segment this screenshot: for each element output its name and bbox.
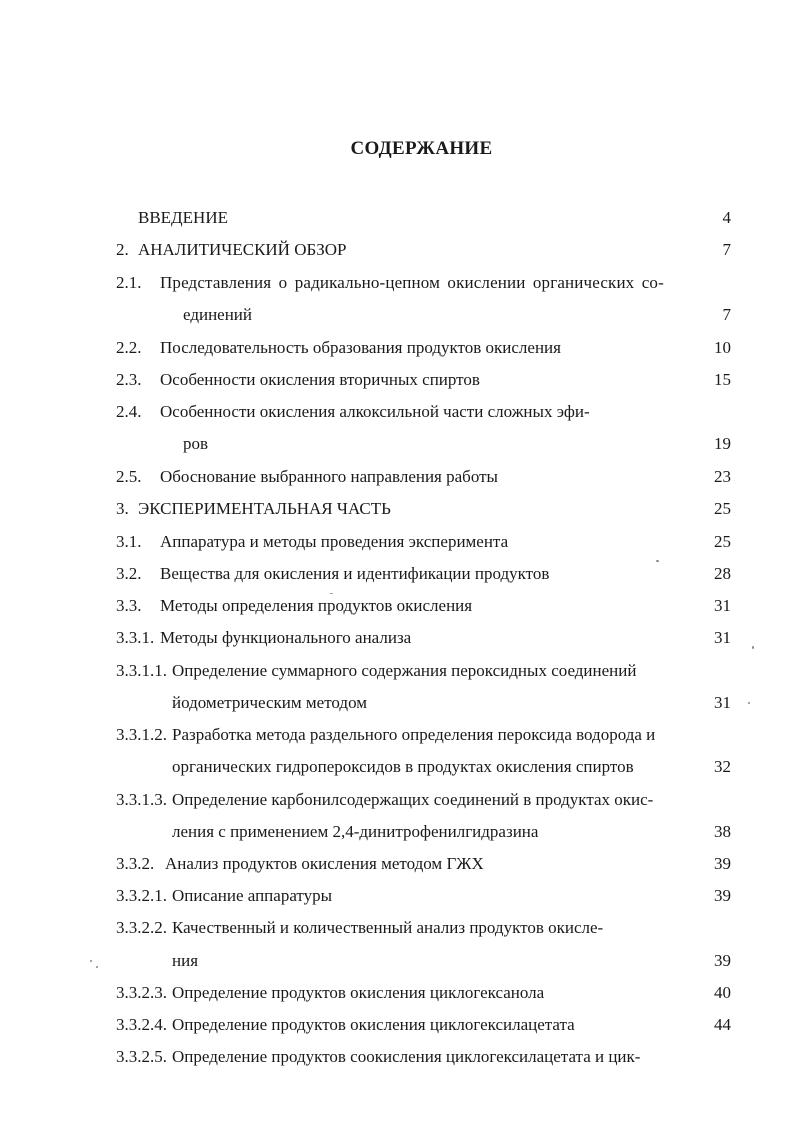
toc-page-number: 15 <box>714 370 731 389</box>
toc-page-number: 31 <box>714 693 731 712</box>
toc-entry-text: Определение продуктов окисления циклогексанола <box>172 983 545 1002</box>
toc-entry-number: 3.3.2.1. <box>116 886 167 905</box>
toc-page-number: 40 <box>714 983 731 1002</box>
toc-entry-text: Последовательность образования продуктов окисления <box>160 338 561 357</box>
scan-speck <box>752 646 754 649</box>
toc-entry-number: 3.3.1.1. <box>116 661 167 680</box>
toc-entry-text: Качественный и количественный анализ продуктов окисле- <box>172 918 604 937</box>
toc-entry-text-continued: йодометрическим методом <box>172 693 368 712</box>
scan-speck <box>90 960 92 962</box>
toc-entry-text-continued: ров <box>183 434 209 453</box>
toc-entry-text: Представления о радикально-цепном окислении органических со- <box>160 273 664 292</box>
toc-entry-number: 2.2. <box>116 338 142 357</box>
toc-entry-text: Вещества для окисления и идентификации продуктов <box>160 564 550 583</box>
toc-page-number: 19 <box>714 434 731 453</box>
toc-page-number: 7 <box>722 305 731 324</box>
toc-entry-number: 3.2. <box>116 564 142 583</box>
page-title: СОДЕРЖАНИЕ <box>350 138 493 159</box>
toc-entry-text: ВВЕДЕНИЕ <box>138 208 228 227</box>
scan-speck <box>96 966 98 968</box>
toc-page-number: 39 <box>714 886 731 905</box>
toc-page-number: 39 <box>714 854 731 873</box>
toc-entry-number: 2.3. <box>116 370 142 389</box>
toc-entry-number: 3.3.2.5. <box>116 1047 167 1066</box>
toc-page-number: 4 <box>722 208 731 227</box>
toc-entry-text: Описание аппаратуры <box>172 886 333 905</box>
toc-entry-text: Аппаратура и методы проведения эксперимента <box>160 532 509 551</box>
toc-page-number: 31 <box>714 596 731 615</box>
scan-speck <box>330 593 333 594</box>
toc-entry-number: 3.3. <box>116 596 142 615</box>
toc-entry-text: Определение продуктов окисления циклогексилацетата <box>172 1015 575 1034</box>
toc-entry-text: Определение карбонилсодержащих соединений в продуктах окис- <box>172 790 654 809</box>
toc-page-number: 25 <box>714 499 731 518</box>
toc-entry-text-continued: единений <box>183 305 253 324</box>
toc-entry-text: Анализ продуктов окисления методом ГЖХ <box>165 854 484 873</box>
toc-page-number: 31 <box>714 628 731 647</box>
toc-entry-number: 2.1. <box>116 273 142 292</box>
toc-entry-text: Методы функционального анализа <box>160 628 412 647</box>
toc-entry-number: 3.3.2. <box>116 854 155 873</box>
toc-entry-text: Особенности окисления алкоксильной части сложных эфи- <box>160 402 590 421</box>
toc-entry-number: 3.3.1. <box>116 628 155 647</box>
toc-entry-text: ЭКСПЕРИМЕНТАЛЬНАЯ ЧАСТЬ <box>138 499 391 518</box>
toc-entry-text-continued: ния <box>172 951 199 970</box>
scan-speck <box>656 560 659 562</box>
toc-entry-number: 3.3.2.4. <box>116 1015 167 1034</box>
toc-page-number: 39 <box>714 951 731 970</box>
toc-entry-number: 2.4. <box>116 402 142 421</box>
toc-entry-text: Разработка метода раздельного определения пероксида водорода и <box>172 725 656 744</box>
toc-entry-number: 3.1. <box>116 532 142 551</box>
toc-entry-text: Обоснование выбранного направления работы <box>160 467 498 486</box>
toc-entry-text: Определение продуктов соокисления циклогексилацетата и цик- <box>172 1047 641 1066</box>
toc-entry-number: 3.3.1.2. <box>116 725 167 744</box>
toc-page-number: 28 <box>714 564 731 583</box>
toc-page-number: 23 <box>714 467 731 486</box>
toc-page-number: 38 <box>714 822 731 841</box>
toc-page-number: 32 <box>714 757 731 776</box>
toc-entry-number: 2. <box>116 240 129 259</box>
toc-entry-number: 2.5. <box>116 467 142 486</box>
scan-speck <box>748 702 750 704</box>
toc-page-number: 10 <box>714 338 731 357</box>
toc-entry-text: Методы определения продуктов окисления <box>160 596 473 615</box>
toc-page-number: 44 <box>714 1015 731 1034</box>
toc-entry-text-continued: ления с применением 2,4-динитрофенилгидразина <box>172 822 539 841</box>
toc-entry-number: 3.3.2.2. <box>116 918 167 937</box>
toc-page-number: 7 <box>722 240 731 259</box>
toc-entry-text: Особенности окисления вторичных спиртов <box>160 370 480 389</box>
toc-entry-text-continued: органических гидропероксидов в продуктах окисления спиртов <box>172 757 634 776</box>
toc-entry-number: 3.3.1.3. <box>116 790 167 809</box>
toc-page-number: 25 <box>714 532 731 551</box>
toc-entry-text: Определение суммарного содержания пероксидных соединений <box>172 661 637 680</box>
toc-entry-number: 3.3.2.3. <box>116 983 167 1002</box>
toc-entry-text: АНАЛИТИЧЕСКИЙ ОБЗОР <box>138 240 347 259</box>
toc-entry-number: 3. <box>116 499 129 518</box>
